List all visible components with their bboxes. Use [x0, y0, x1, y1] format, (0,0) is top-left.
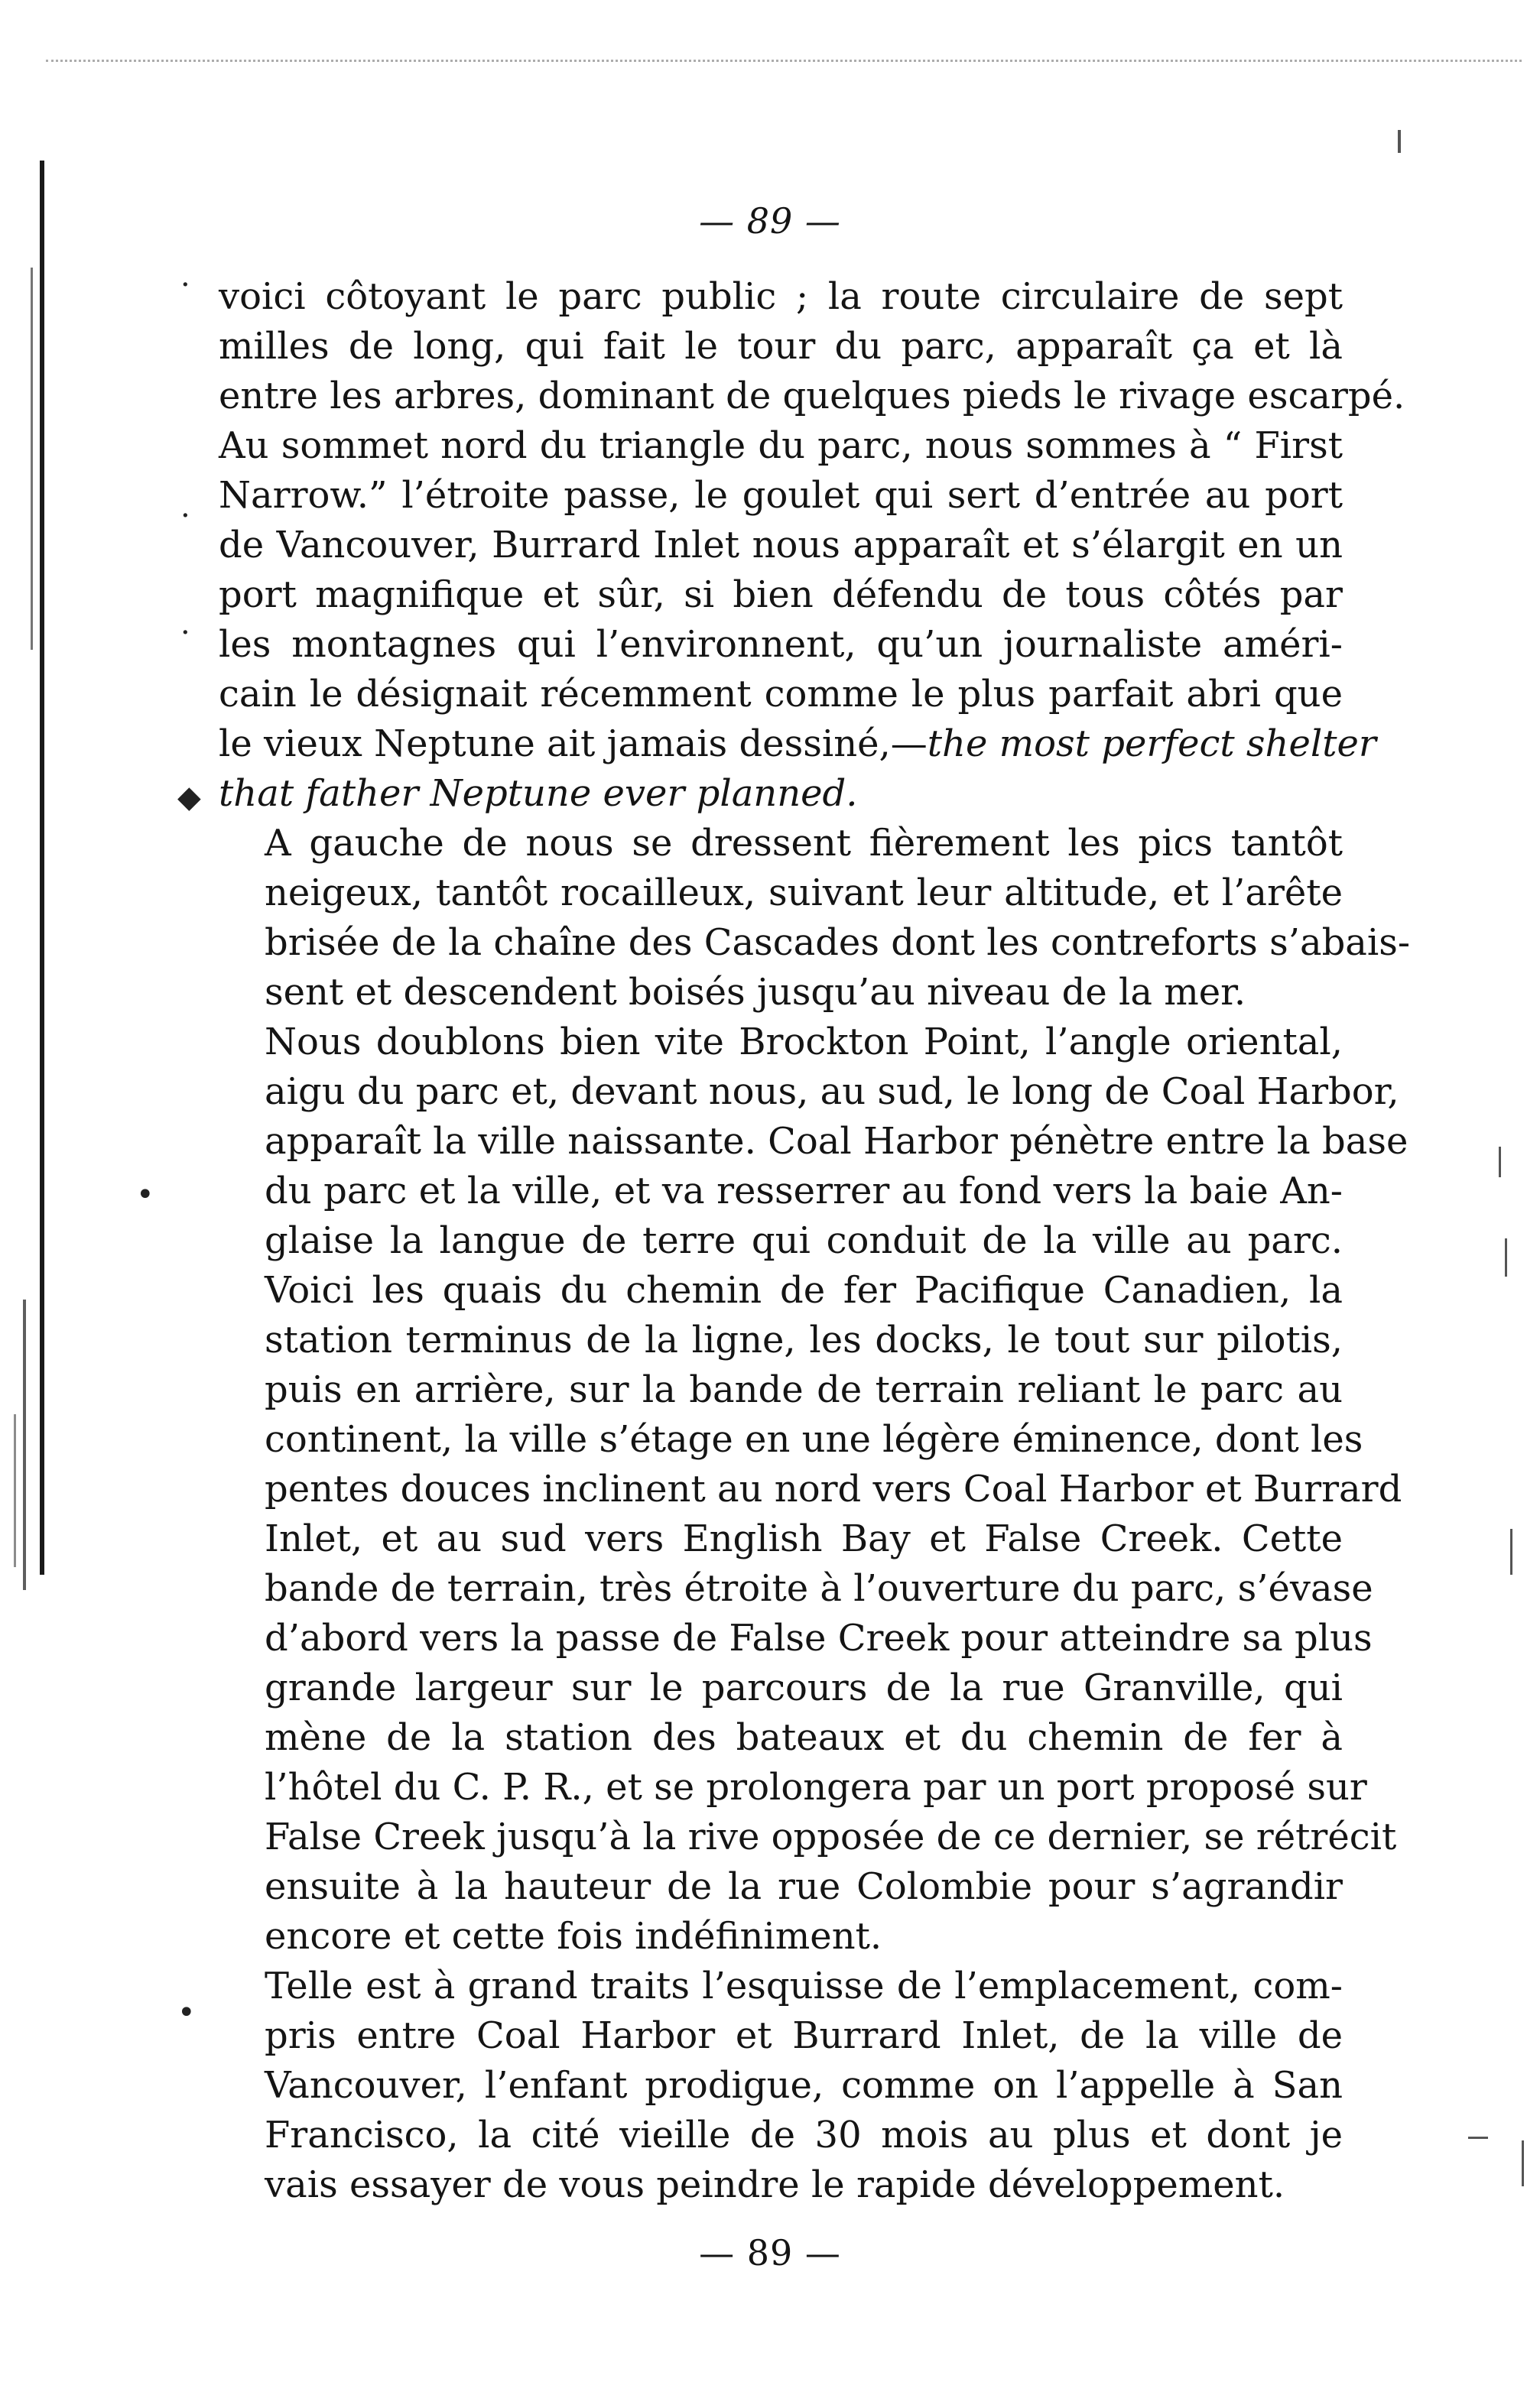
speck: ◆ — [177, 780, 201, 815]
text-line: encore et cette fois indéfiniment. — [265, 1915, 882, 1958]
text-line: station terminus de la ligne, les docks, le tout sur pilotis, — [265, 1319, 1343, 1361]
binding-edge-artifact — [0, 115, 69, 1605]
text-line: de Vancouver, Burrard Inlet nous apparaît et s’élargit en un — [219, 524, 1343, 566]
speck: · — [180, 268, 190, 303]
text-line: glaise la langue de terre qui conduit de la ville au parc. — [265, 1219, 1343, 1262]
text-line: voici côtoyant le parc public ; la route circulaire de sept — [219, 275, 1343, 318]
paragraph-1 — [219, 272, 1405, 819]
text-line: milles de long, qui fait le tour du parc, apparaît ça et là — [219, 325, 1343, 368]
text-line: mène de la station des bateaux et du chemin de fer à — [265, 1716, 1343, 1759]
text-line: Narrow.” l’étroite passe, le goulet qui sert d’entrée au port — [219, 474, 1343, 517]
paragraph-3 — [219, 1017, 1408, 1962]
text-line: grande largeur sur le parcours de la rue Granville, qui — [265, 1666, 1343, 1709]
text-line: du parc et la ville, et va resserrer au fond vers la baie An- — [265, 1170, 1343, 1212]
speck: · — [180, 615, 190, 651]
paragraph-4 — [219, 1962, 1343, 2210]
page-number-top: — 89 — — [699, 200, 841, 242]
text-segment: le vieux Neptune ait jamais dessiné,— — [219, 722, 928, 765]
text-line: Inlet, et au sud vers English Bay et False Creek. Cette — [265, 1517, 1343, 1560]
text-line: l’hôtel du C. P. R., et se prolongera par un port proposé sur — [265, 1766, 1367, 1809]
text-line: ensuite à la hauteur de la rue Colombie pour s’agrandir — [265, 1865, 1343, 1908]
text-line: Nous doublons bien vite Brockton Point, l’angle oriental, — [265, 1021, 1343, 1063]
text-line: Telle est à grand traits l’esquisse de l’emplacement, com- — [265, 1965, 1343, 2007]
text-line: pris entre Coal Harbor et Burrard Inlet, de la ville de — [265, 2014, 1343, 2057]
text-line: False Creek jusqu’à la rive opposée de ce dernier, se rétrécit — [265, 1816, 1397, 1858]
text-line: Au sommet nord du triangle du parc, nous sommes à “ First — [219, 424, 1343, 467]
italic-quote: the most perfect shelter — [927, 722, 1376, 765]
speck: • — [177, 1995, 196, 2030]
text-line: continent, la ville s’étage en une légère éminence, dont les — [265, 1418, 1363, 1461]
text-line: brisée de la chaîne des Cascades dont les contreforts s’abais- — [265, 921, 1411, 964]
page-number-bottom: — 89 — — [699, 2232, 841, 2273]
text-line: Vancouver, l’enfant prodigue, comme on l’appelle à San — [265, 2064, 1343, 2107]
text-line: d’abord vers la passe de False Creek pour atteindre sa plus — [265, 1617, 1373, 1660]
text-line: Voici les quais du chemin de fer Pacifique Canadien, la — [265, 1269, 1343, 1312]
body-text — [219, 272, 1411, 2210]
speck: • — [136, 1177, 154, 1212]
text-line: pentes douces inclinent au nord vers Coal Harbor et Burrard — [265, 1468, 1402, 1511]
text-line: port magnifique et sûr, si bien défendu de tous côtés par — [219, 573, 1343, 616]
text-line: A gauche de nous se dressent fièrement les pics tantôt — [265, 822, 1343, 865]
text-line: entre les arbres, dominant de quelques pieds le rivage escarpé. — [219, 375, 1405, 417]
text-line: aigu du parc et, devant nous, au sud, le long de Coal Harbor, — [265, 1070, 1399, 1113]
text-line: vais essayer de vous peindre le rapide développement. — [265, 2163, 1285, 2206]
speck: . — [180, 489, 190, 524]
text-line: les montagnes qui l’environnent, qu’un journaliste améri- — [219, 623, 1343, 666]
paragraph-2 — [219, 819, 1411, 1017]
scan-edge-artifact — [46, 60, 1522, 62]
text-line: bande de terrain, très étroite à l’ouverture du parc, s’évase — [265, 1567, 1373, 1610]
text-line: sent et descendent boisés jusqu’au niveau de la mer. — [265, 971, 1246, 1014]
text-line-mixed — [219, 719, 1376, 769]
italic-quote-line: that father Neptune ever planned. — [219, 772, 858, 815]
text-line: puis en arrière, sur la bande de terrain reliant le parc au — [265, 1368, 1343, 1411]
text-line: neigeux, tantôt rocailleux, suivant leur altitude, et l’arête — [265, 871, 1343, 914]
text-line: Francisco, la cité vieille de 30 mois au plus et dont je — [265, 2114, 1343, 2156]
text-line: cain le désignait récemment comme le plus parfait abri que — [219, 673, 1343, 716]
text-line: apparaît la ville naissante. Coal Harbor pénètre entre la base — [265, 1120, 1408, 1163]
